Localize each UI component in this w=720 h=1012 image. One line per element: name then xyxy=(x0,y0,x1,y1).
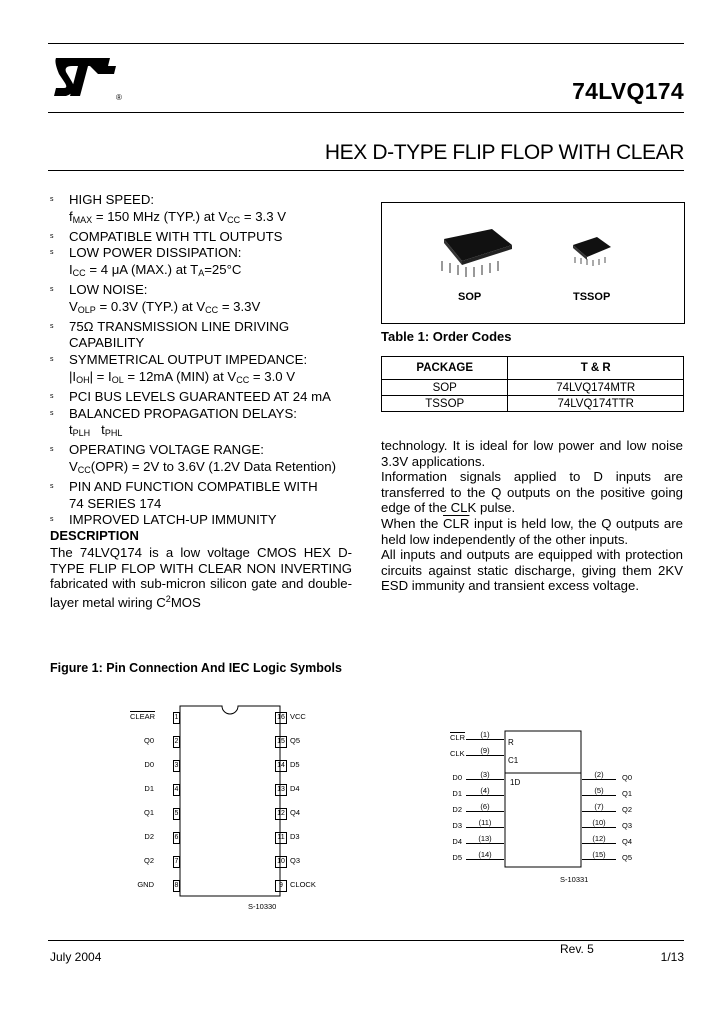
iec-input-label: D4 xyxy=(452,837,462,846)
feature-item xyxy=(50,319,360,353)
pin-number: 7 xyxy=(173,856,180,868)
sop-package-image xyxy=(432,221,522,281)
iec-input-line: (3) xyxy=(466,770,504,780)
pin-number: 15 xyxy=(275,736,287,748)
bullet-icon: s xyxy=(50,196,54,203)
table-cell: 74LVQ174TTR xyxy=(508,396,684,412)
iec-output-line: (10) xyxy=(582,818,616,828)
description-heading: DESCRIPTION xyxy=(50,528,139,543)
order-codes-table xyxy=(381,356,684,412)
feature-detail: $f_{MAX} = 150$ MHz (TYP.) at $V_{CC} = 3.3$ V xyxy=(69,208,286,225)
bullet-icon: s xyxy=(50,392,54,400)
pin-label: CLOCK xyxy=(290,880,316,889)
description-continued: technology. It is ideal for low power and low noise 3.3V applications. Information signals applied to D inputs are transferred to the Q outputs on the positive going edge of the CLK pulse. When the $\overline{CLR}$ input is held low, the Q outputs are held low independently of the other inputs. All inputs and outputs are equipped with protection circuits against static discharge, giving them 2KV ESD immunity and transient excess voltage. xyxy=(381,438,683,594)
feature-text: 75Ω TRANSMISSION LINE DRIVING xyxy=(69,318,290,334)
footer-date: July 2004 xyxy=(50,950,102,964)
feature-text: LOW NOISE: xyxy=(69,281,148,297)
pin-label: D0 xyxy=(144,760,154,769)
bullet-icon: s xyxy=(50,446,54,454)
feature-text: HIGH SPEED: xyxy=(69,192,155,207)
iec-output-label: Q2 xyxy=(622,805,633,814)
pin-number: 6 xyxy=(173,832,180,844)
bullet-icon: s xyxy=(50,322,54,330)
pin-number: 3 xyxy=(173,760,180,772)
iec-input-label: D0 xyxy=(452,773,462,782)
feature-detail: CAPABILITY xyxy=(69,335,145,351)
iec-output-label: Q1 xyxy=(622,789,633,798)
iec-input-label: D1 xyxy=(452,789,462,798)
feature-item xyxy=(50,389,360,406)
pin-number: 1 xyxy=(173,712,180,724)
figure-title: Figure 1: Pin Connection And IEC Logic Symbols xyxy=(50,661,342,675)
table-row xyxy=(382,396,684,412)
footer-revision: Rev. 5 xyxy=(560,942,594,956)
bullet-icon: s xyxy=(50,409,54,417)
feature-detail: $V_{OLP} = 0.3V$ (TYP.) at $V_{CC} = 3.3V$ xyxy=(69,298,261,315)
feature-item xyxy=(50,245,360,282)
pin-label: Q1 xyxy=(143,808,154,817)
iec-input-label: D3 xyxy=(452,821,462,830)
pin-number: 13 xyxy=(275,784,287,796)
feature-text: COMPATIBLE WITH TTL OUTPUTS xyxy=(69,228,283,244)
feature-detail: $t_{PLH}$ $t_{PHL}$ xyxy=(69,422,123,439)
svg-text:R: R xyxy=(508,738,514,747)
iec-output-label: Q3 xyxy=(622,821,633,830)
table-cell: 74LVQ174MTR xyxy=(508,380,684,396)
iec-output-label: Q0 xyxy=(622,773,633,782)
feature-text: PCI BUS LEVELS GUARANTEED AT 24 mA xyxy=(69,388,331,404)
table-header: T & R xyxy=(508,357,684,380)
pin-label: D5 xyxy=(290,760,300,769)
iec-input-line: (14) xyxy=(466,850,504,860)
iec-input-line: (11) xyxy=(466,818,504,828)
features-list xyxy=(50,192,360,529)
bullet-icon: s xyxy=(50,285,54,293)
feature-text: IMPROVED LATCH-UP IMMUNITY xyxy=(69,512,277,528)
pin-number: 8 xyxy=(173,880,180,892)
iec-input-line: (9) xyxy=(466,746,504,756)
feature-item xyxy=(50,479,360,513)
pin-number: 9 xyxy=(275,880,287,892)
pin-label: Q2 xyxy=(143,856,154,865)
pin-label: GND xyxy=(137,880,154,889)
pin-number: 5 xyxy=(173,808,180,820)
feature-detail: $I_{CC} = 4$ μA (MAX.) at $T_A=25^\circ C$ xyxy=(69,262,242,279)
pin-number: 16 xyxy=(275,712,287,724)
table-title: Table 1: Order Codes xyxy=(381,329,512,344)
iec-input-label: D5 xyxy=(452,853,462,862)
pin-number: 2 xyxy=(173,736,180,748)
iec-output-line: (2) xyxy=(582,770,616,780)
iec-output-label: Q5 xyxy=(622,853,633,862)
feature-text: OPERATING VOLTAGE RANGE: xyxy=(69,442,264,458)
svg-text:C1: C1 xyxy=(508,756,519,765)
feature-item xyxy=(50,192,360,229)
iec-drawing-code: S-10331 xyxy=(560,875,589,884)
bullet-icon: s xyxy=(50,482,54,490)
footer-rule xyxy=(48,940,684,941)
pin-label: D4 xyxy=(290,784,300,793)
table-header: PACKAGE xyxy=(382,357,508,380)
pin-label: D1 xyxy=(144,784,154,793)
feature-text: PIN AND FUNCTION COMPATIBLE WITH xyxy=(69,478,318,494)
iec-input-line: (1) xyxy=(466,730,504,740)
iec-logic-symbol xyxy=(440,725,640,895)
st-logo xyxy=(50,52,130,102)
pin-number: 12 xyxy=(275,808,287,820)
pin-label: Q5 xyxy=(290,736,301,745)
iec-output-line: (15) xyxy=(582,850,616,860)
feature-detail: $V_{CC}(OPR) = 2V$ to 3.6V (1.2V Data Retention) xyxy=(69,458,336,475)
tssop-label: TSSOP xyxy=(573,291,611,303)
header-rule xyxy=(48,112,684,113)
iec-input-line: (13) xyxy=(466,834,504,844)
document-title: HEX D-TYPE FLIP FLOP WITH CLEAR xyxy=(324,141,684,164)
pin-number: 11 xyxy=(275,832,287,844)
feature-text: SYMMETRICAL OUTPUT IMPEDANCE: xyxy=(69,352,308,368)
pin-connection-diagram xyxy=(130,700,330,915)
feature-text: LOW POWER DISSIPATION: xyxy=(69,245,242,261)
bullet-icon: s xyxy=(50,232,54,240)
iec-input-label: D2 xyxy=(452,805,462,814)
feature-item xyxy=(50,442,360,479)
iec-input-line: (4) xyxy=(466,786,504,796)
pin-number: 10 xyxy=(275,856,287,868)
pin-number: 4 xyxy=(173,784,180,796)
title-rule xyxy=(48,170,684,171)
footer-page: 1/13 xyxy=(660,950,684,964)
iec-input-label: $\overline{CLR}$ xyxy=(450,733,466,742)
iec-output-line: (7) xyxy=(582,802,616,812)
iec-input-label: CLK xyxy=(450,749,465,758)
feature-item xyxy=(50,282,360,319)
table-row xyxy=(382,380,684,396)
part-number: 74LVQ174 xyxy=(572,78,684,104)
feature-text: BALANCED PROPAGATION DELAYS: xyxy=(69,405,297,421)
pin-label: Q4 xyxy=(290,808,301,817)
feature-detail: $|I_{OH}| = I_{OL} = 12mA$ (MIN) at $V_{CC} = 3.0$ V xyxy=(69,368,296,385)
feature-item xyxy=(50,352,360,389)
iec-output-label: Q4 xyxy=(622,837,633,846)
bullet-icon: s xyxy=(50,516,54,524)
iec-output-line: (5) xyxy=(582,786,616,796)
pin-label: D2 xyxy=(144,832,154,841)
table-cell: TSSOP xyxy=(382,396,508,412)
iec-input-line: (6) xyxy=(466,802,504,812)
pin-label: Q3 xyxy=(290,856,301,865)
package-box xyxy=(381,202,685,324)
registered-mark: ® xyxy=(116,93,122,102)
pin-label: VCC xyxy=(290,712,306,721)
bullet-icon: s xyxy=(50,249,54,257)
svg-text:1D: 1D xyxy=(510,778,521,787)
tssop-package-image xyxy=(567,233,617,273)
pin-label: D3 xyxy=(290,832,300,841)
iec-output-line: (12) xyxy=(582,834,616,844)
pin-label: CLEAR xyxy=(130,712,156,721)
pin-drawing-code: S-10330 xyxy=(248,902,277,911)
description-body: The 74LVQ174 is a low voltage CMOS HEX D-TYPE FLIP FLOP WITH CLEAR NON INVERTING fabricated with sub-micron silicon gate and double-layer metal wiring $C^2MOS$ xyxy=(50,545,352,610)
pin-number: 14 xyxy=(275,760,287,772)
feature-detail: 74 SERIES 174 xyxy=(69,495,162,511)
feature-item xyxy=(50,512,360,529)
feature-item xyxy=(50,406,360,443)
top-rule xyxy=(48,43,684,44)
sop-label: SOP xyxy=(458,291,482,303)
feature-item xyxy=(50,229,360,246)
table-cell: SOP xyxy=(382,380,508,396)
pin-label: Q0 xyxy=(143,736,154,745)
bullet-icon: s xyxy=(50,356,54,364)
